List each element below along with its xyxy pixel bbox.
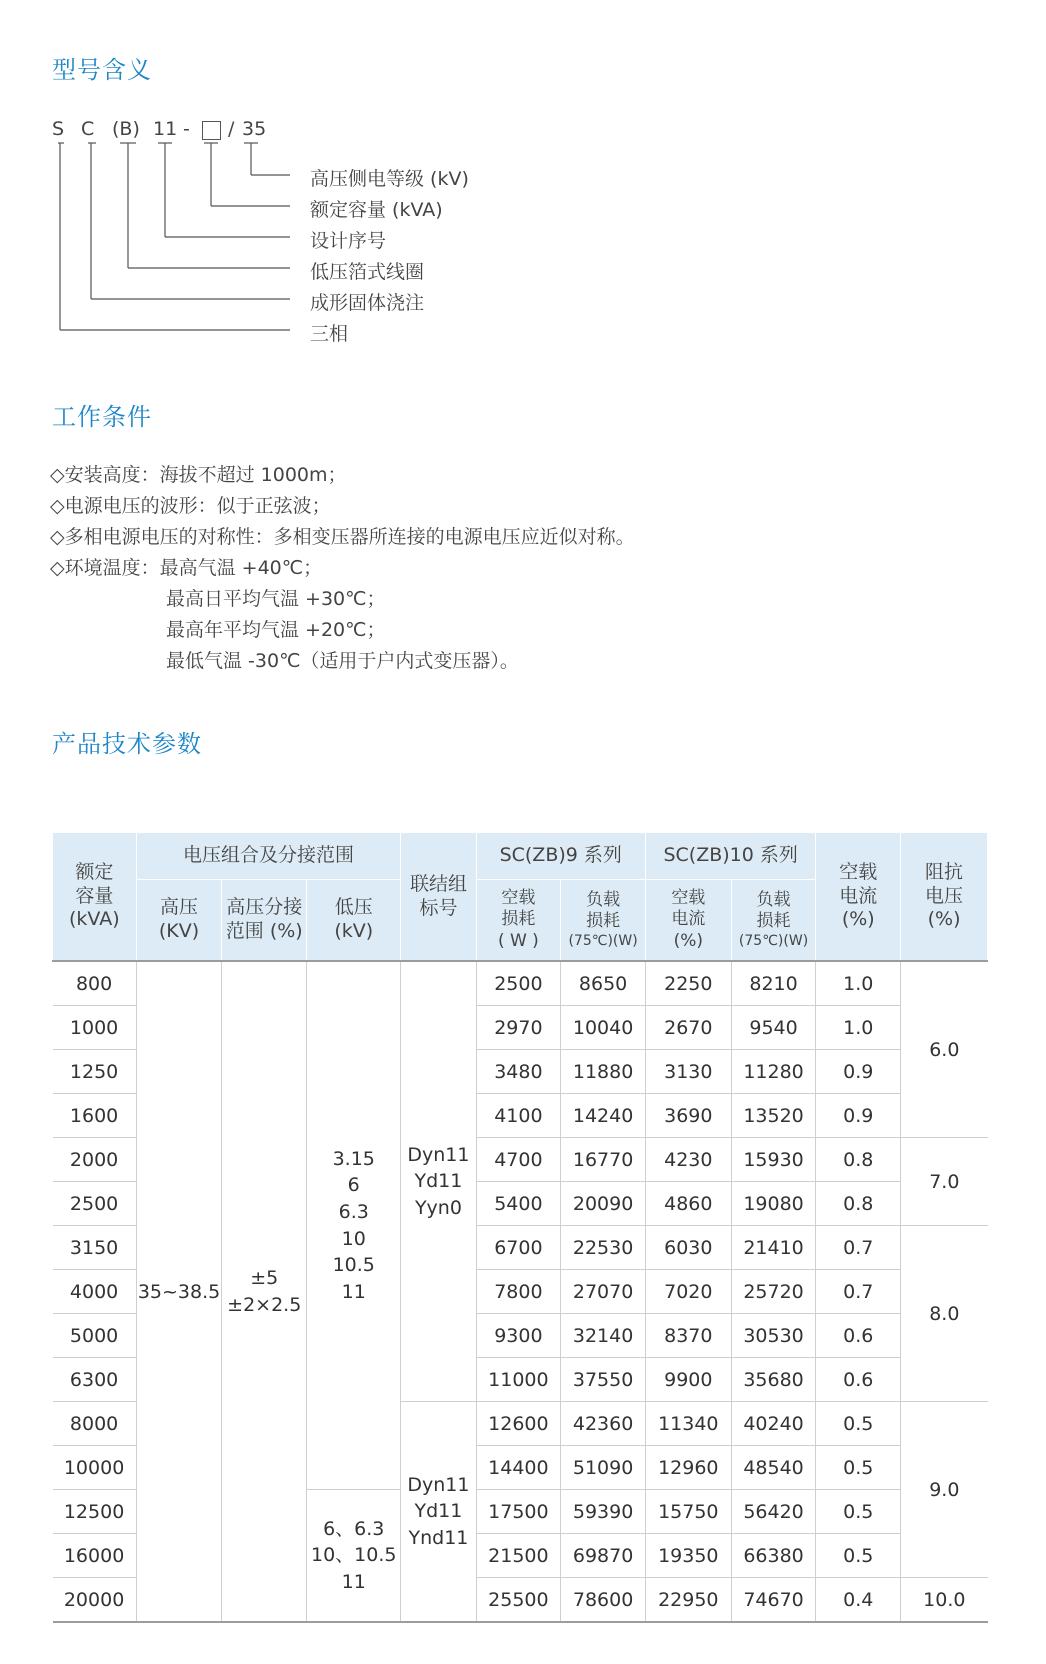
code-dash: - [183,118,190,140]
cell-sc10-load: 8210 [731,961,816,1006]
cell-sc10-noload: 2670 [645,1006,731,1050]
header-impedance: 阻抗 电压 (%) [901,833,988,961]
cell-lv-group-1: 3.15 6 6.3 10 10.5 11 [307,961,401,1490]
cell-sc9-load: 14240 [561,1094,646,1138]
cell-sc10-load: 25720 [731,1270,816,1314]
cell-connection-group-2: Dyn11 Yd11 Ynd11 [401,1402,476,1623]
cell-sc9-noload: 2970 [476,1006,561,1050]
header-sc9-noload-loss: 空载 损耗 ( W ) [476,880,561,962]
code-b: (B) [112,118,140,140]
cell-sc9-noload: 6700 [476,1226,561,1270]
cell-impedance: 9.0 [901,1402,988,1578]
cell-sc9-noload: 7800 [476,1270,561,1314]
header-sc10-noload-current: 空载 电流 (%) [645,880,731,962]
cell-capacity: 2500 [53,1182,137,1226]
cell-noload-current: 0.9 [816,1050,901,1094]
cell-impedance: 10.0 [901,1578,988,1623]
cell-noload-current: 0.6 [816,1358,901,1402]
condition-waveform: ◇电源电压的波形：似于正弦波； [50,495,331,517]
section-title-tech-params: 产品技术参数 [52,730,202,758]
cell-noload-current: 0.6 [816,1314,901,1358]
header-lv: 低压 (kV) [307,880,401,962]
cell-capacity: 5000 [53,1314,137,1358]
cell-sc9-noload: 9300 [476,1314,561,1358]
cell-noload-current: 0.4 [816,1578,901,1623]
cell-sc10-noload: 7020 [645,1270,731,1314]
cell-sc10-noload: 6030 [645,1226,731,1270]
condition-temp-year: 最高年平均气温 +20℃； [166,619,386,641]
cell-noload-current: 0.8 [816,1182,901,1226]
cell-impedance: 8.0 [901,1226,988,1402]
cell-sc9-load: 10040 [561,1006,646,1050]
cell-capacity: 2000 [53,1138,137,1182]
cell-noload-current: 0.7 [816,1270,901,1314]
legend-three-phase: 三相 [310,323,349,345]
cell-capacity: 3150 [53,1226,137,1270]
cell-noload-current: 0.9 [816,1094,901,1138]
cell-sc10-load: 35680 [731,1358,816,1402]
cell-sc10-noload: 22950 [645,1578,731,1623]
cell-capacity: 1000 [53,1006,137,1050]
tech-params-table [52,833,988,1623]
cell-sc9-load: 42360 [561,1402,646,1446]
cell-sc9-noload: 4700 [476,1138,561,1182]
cell-sc10-noload: 15750 [645,1490,731,1534]
condition-temp-min: 最低气温 -30℃（适用于户内式变压器）。 [166,650,519,672]
cell-sc9-load: 11880 [561,1050,646,1094]
code-c: C [81,118,95,140]
cell-connection-group-1: Dyn11 Yd11 Yyn0 [401,961,476,1402]
cell-sc9-load: 16770 [561,1138,646,1182]
cell-sc10-load: 56420 [731,1490,816,1534]
code-s: S [52,118,65,140]
cell-sc9-load: 59390 [561,1490,646,1534]
cell-sc10-noload: 8370 [645,1314,731,1358]
header-hv: 高压 (KV) [136,880,222,962]
cell-hv: 35~38.5 [136,961,222,1622]
header-voltage-group: 电压组合及分接范围 [136,833,401,880]
cell-sc10-load: 19080 [731,1182,816,1226]
cell-noload-current: 0.5 [816,1402,901,1446]
header-capacity: 额定 容量 (kVA) [53,833,137,961]
cell-sc10-noload: 4230 [645,1138,731,1182]
cell-sc9-noload: 14400 [476,1446,561,1490]
cell-capacity: 10000 [53,1446,137,1490]
model-legend-connectors [0,0,1046,360]
cell-noload-current: 1.0 [816,961,901,1006]
table-row [53,961,988,1006]
cell-sc10-noload: 12960 [645,1446,731,1490]
cell-sc9-load: 27070 [561,1270,646,1314]
cell-lv-group-2: 6、6.3 10、10.5 11 [307,1490,401,1623]
cell-impedance: 7.0 [901,1138,988,1226]
cell-sc9-noload: 2500 [476,961,561,1006]
cell-noload-current: 0.5 [816,1534,901,1578]
cell-sc10-load: 30530 [731,1314,816,1358]
cell-sc10-noload: 2250 [645,961,731,1006]
cell-sc9-load: 69870 [561,1534,646,1578]
cell-sc9-noload: 25500 [476,1578,561,1623]
cell-capacity: 12500 [53,1490,137,1534]
cell-capacity: 20000 [53,1578,137,1623]
cell-noload-current: 1.0 [816,1006,901,1050]
header-sc9-load-loss: 负载 损耗 (75℃)(W) [561,880,646,962]
section-title-work-conditions: 工作条件 [52,403,152,431]
cell-sc9-noload: 5400 [476,1182,561,1226]
cell-sc9-noload: 12600 [476,1402,561,1446]
cell-sc9-noload: 11000 [476,1358,561,1402]
cell-sc10-load: 48540 [731,1446,816,1490]
cell-sc9-load: 8650 [561,961,646,1006]
header-sc10-load-loss: 负载 损耗 (75℃)(W) [731,880,816,962]
header-connection: 联结组 标号 [401,833,476,961]
header-noload-current: 空载 电流 (%) [816,833,901,961]
cell-sc9-load: 20090 [561,1182,646,1226]
cell-capacity: 1600 [53,1094,137,1138]
cell-sc9-load: 32140 [561,1314,646,1358]
cell-capacity: 800 [53,961,137,1006]
cell-sc10-noload: 4860 [645,1182,731,1226]
cell-sc9-load: 78600 [561,1578,646,1623]
cell-sc10-noload: 3130 [645,1050,731,1094]
legend-hv-level: 高压侧电等级 (kV) [310,168,469,190]
cell-sc9-load: 22530 [561,1226,646,1270]
condition-temp-day: 最高日平均气温 +30℃； [166,588,386,610]
cell-capacity: 1250 [53,1050,137,1094]
legend-design-serial: 设计序号 [310,230,387,252]
cell-sc10-load: 15930 [731,1138,816,1182]
legend-rated-capacity: 额定容量 (kVA) [310,199,443,221]
cell-capacity: 8000 [53,1402,137,1446]
cell-noload-current: 0.8 [816,1138,901,1182]
cell-sc10-noload: 19350 [645,1534,731,1578]
cell-impedance: 6.0 [901,961,988,1138]
cell-sc10-load: 9540 [731,1006,816,1050]
header-sc10-series: SC(ZB)10 系列 [645,833,815,880]
cell-noload-current: 0.5 [816,1446,901,1490]
condition-symmetry: ◇多相电源电压的对称性：多相变压器所连接的电源电压应近似对称。 [50,526,635,548]
cell-tap-range: ±5 ±2×2.5 [222,961,307,1622]
cell-sc9-noload: 17500 [476,1490,561,1534]
cell-sc10-noload: 3690 [645,1094,731,1138]
cell-noload-current: 0.7 [816,1226,901,1270]
cell-sc10-noload: 11340 [645,1402,731,1446]
cell-sc10-noload: 9900 [645,1358,731,1402]
cell-sc9-load: 51090 [561,1446,646,1490]
section-title-model-meaning: 型号含义 [52,56,152,84]
cell-sc10-load: 21410 [731,1226,816,1270]
cell-sc9-noload: 3480 [476,1050,561,1094]
cell-capacity: 4000 [53,1270,137,1314]
cell-noload-current: 0.5 [816,1490,901,1534]
cell-sc9-load: 37550 [561,1358,646,1402]
cell-sc10-load: 40240 [731,1402,816,1446]
legend-cast-resin: 成形固体浇注 [310,292,425,314]
code-voltage: 35 [242,118,267,140]
code-slash: / [228,118,235,140]
cell-sc10-load: 74670 [731,1578,816,1623]
cell-sc10-load: 13520 [731,1094,816,1138]
cell-sc9-noload: 4100 [476,1094,561,1138]
cell-sc10-load: 66380 [731,1534,816,1578]
cell-sc9-noload: 21500 [476,1534,561,1578]
condition-env-temp: ◇环境温度：最高气温 +40℃； [50,557,323,579]
cell-sc10-load: 11280 [731,1050,816,1094]
code-design: 11 [153,118,178,140]
header-sc9-series: SC(ZB)9 系列 [476,833,645,880]
legend-lv-foil-coil: 低压箔式线圈 [310,261,425,283]
condition-altitude: ◇安装高度：海拔不超过 1000m； [50,464,347,486]
cell-capacity: 6300 [53,1358,137,1402]
header-tap-range: 高压分接 范围 (%) [222,880,307,962]
cell-capacity: 16000 [53,1534,137,1578]
